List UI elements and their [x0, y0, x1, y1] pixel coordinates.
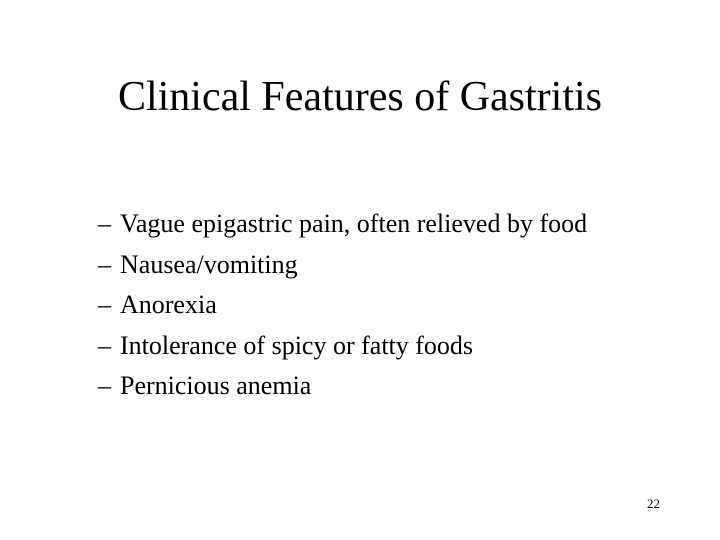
- bullet-marker: –: [98, 209, 111, 238]
- bullet-marker: –: [98, 290, 111, 319]
- bullet-text: Nausea/vomiting: [120, 249, 298, 279]
- bullet-marker: –: [98, 371, 111, 400]
- bullet-marker: –: [98, 330, 111, 360]
- bullet-text: Intolerance of spicy or fatty foods: [120, 330, 474, 360]
- bullet-item: [98, 326, 587, 367]
- bullet-marker: –: [98, 249, 111, 279]
- bullet-item: [98, 245, 587, 286]
- bullet-item: [98, 204, 587, 245]
- page-number: 22: [647, 496, 660, 511]
- bullet-text: Pernicious anemia: [120, 371, 312, 400]
- bullet-item: [98, 285, 587, 326]
- bullet-text: Anorexia: [120, 290, 217, 319]
- bullet-text: Vague epigastric pain, often relieved by food: [120, 209, 588, 238]
- slide-title: Clinical Features of Gastritis: [117, 74, 603, 120]
- bullet-list: [98, 204, 587, 407]
- bullet-item: [98, 366, 587, 407]
